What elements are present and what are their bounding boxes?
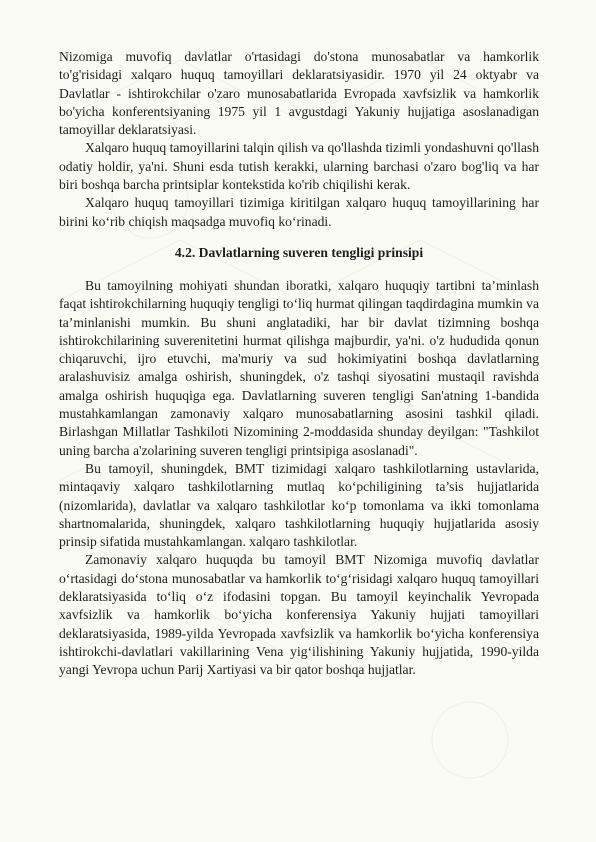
paragraph-un-system: Bu tamoyil, shuningdek, BMT tizimidagi xalqaro tashkilotlarning ustavlarida, mintaqaviy xalqaro tashkilotlarning mutlaq ko‘pchiligining ta’sis hujjatlarida (nizomlarida), davlatlar va xalqaro tashkilotlar ko‘p tomonlama va ikki tomonlama shartnomalarida, shuningdek, xalqaro tashkilotlarning huquqiy hujjatlarida asosiy prinsip sifatida mustahkamlangan. xalqaro tashkilotlar. <box>59 460 539 550</box>
paragraph-systemic-approach: Xalqaro huquq tamoyillarini talqin qilish va qo'llashda tizimli yondashuvni qo'llash odatiy holdir, ya'ni. Shuni esda tutish kerakki, ularning barchasi o'zaro bog'liq va har biri boshqa barcha printsiplar kontekstida ko'rib chiqilishi kerak. <box>59 140 539 193</box>
document-page <box>59 48 539 680</box>
paragraph-essence: Bu tamoyilning mohiyati shundan iboratki, xalqaro huquqiy tartibni ta’minlash faqat ishtirokchilarning huquqiy tengligi to‘liq hurmat qilingan taqdirdagina mumkin va ta’minlanishi mumkin. Bu shuni anglatadiki, har bir davlat tizimning boshqa ishtirokchilarining suverenitetini hurmat qilishga majburdir, ya'ni. o'z hududida qonun chiqaruvchi, ijro etuvchi, ma'muriy va sud hokimiyatini boshqa davlatlarning aralashuvisiz amalga oshirish, shuningdek, o'z tashqi siyosatini mustaqil ravishda amalga oshirish huquqiga ega. Davlatlarning suveren tengligi San'atning 1-bandida mustahkamlangan zamonaviy xalqaro munosabatlarning asosini tashkil qiladi. Birlashgan Millatlar Tashkiloti Nizomining 2-moddasida shunday deyilgan: "Tashkilot uning barcha a'zolarining suveren tengligi printsipiga asoslanadi". <box>59 277 539 458</box>
section-heading: 4.2. Davlatlarning suveren tengligi prinsipi <box>174 244 424 260</box>
paragraph-principles-review: Xalqaro huquq tamoyillari tizimiga kiritilgan xalqaro huquq tamoyillarining har birini ko‘rib chiqish maqsadga muvofiq ko‘rinadi. <box>59 195 539 229</box>
paragraph-modern-law: Zamonaviy xalqaro huquqda bu tamoyil BMT Nizomiga muvofiq davlatlar o‘rtasidagi do‘stona munosabatlar va hamkorlik to‘g‘risidagi xalqaro huquq tamoyillari deklaratsiyasida to‘liq o‘z ifodasini topgan. Bu tamoyil keyinchalik Yevropada xavfsizlik va hamkorlik bo‘yicha konferensiya Yakuniy hujjati tamoyillari deklaratsiyasida, 1989-yilda Yevropada xavfsizlik va hamkorlik bo‘yicha konferensiya ishtirokchi-davlatlari vakillarining Vena yig‘ilishining Yakuniy hujjatida, 1990-yilda yangi Yevropa uchun Parij Xartiyasi va bir qator boshqa hujjatlar. <box>59 552 539 678</box>
paragraph-continuation: Nizomiga muvofiq davlatlar o'rtasidagi do'stona munosabatlar va hamkorlik to'g'risidagi xalqaro huquq tamoyillari deklaratsiyasidir. 1970 yil 24 oktyabr va Davlatlar - ishtirokchilar o'zaro munosabatlarida Evropada xavfsizlik va hamkorlik bo'yicha konferentsiyaning 1975 yil 1 avgustdagi Yakuniy hujjatiga asoslanadigan tamoyillar deklaratsiyasi. <box>59 49 539 138</box>
